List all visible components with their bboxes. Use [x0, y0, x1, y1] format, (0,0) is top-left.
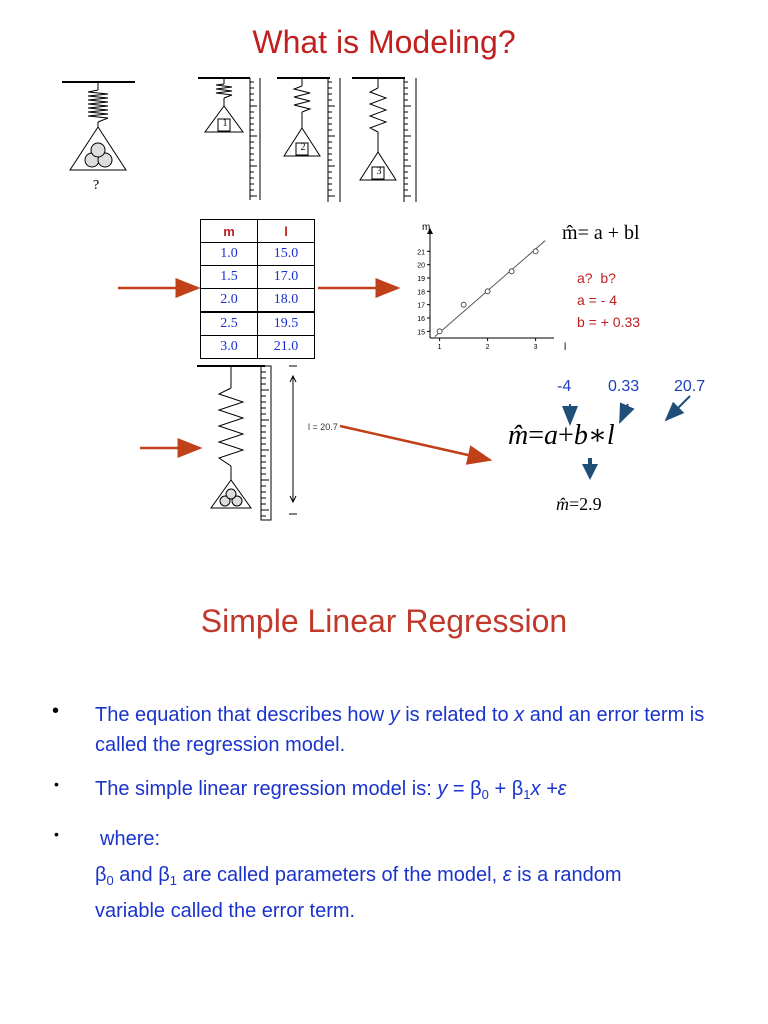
bullet-text-3-where: where: [100, 828, 161, 850]
coef-label-l: 20.7 [674, 378, 706, 395]
y-tick-label: 21 [417, 249, 425, 257]
pf-a: a [544, 420, 559, 451]
y-tick-label: 16 [417, 316, 425, 323]
arrow-coef-b [620, 404, 628, 422]
bullet-3 [0, 824, 768, 924]
bullet-dot: • [52, 700, 60, 722]
fit-line [435, 241, 545, 337]
spring-measure-diagram [195, 362, 315, 522]
pf-times: ∗ [587, 420, 607, 451]
y-tick-label: 19 [417, 276, 425, 283]
table-cell: 21.0 [258, 336, 315, 359]
x-tick-label: 2 [485, 344, 490, 351]
table-cell: 19.5 [258, 312, 315, 336]
y-tick-label: 17 [417, 302, 425, 310]
bullet-text-1: The equation that describes how y is related to x and an error term is called the regression model. [95, 704, 705, 756]
table-cell: 18.0 [258, 289, 315, 313]
data-point [485, 289, 490, 294]
coef-label-b: 0.33 [608, 378, 640, 395]
page-title: What is Modeling? [252, 24, 516, 60]
coef-a: a = - 4 [577, 292, 618, 308]
scatter-chart [400, 222, 567, 362]
y-tick-label: 20 [417, 262, 425, 270]
y-tick-label: 18 [417, 289, 425, 297]
result-m: m̂ [556, 494, 569, 514]
table-cell: 1.0 [201, 243, 258, 266]
bullet-dot: • [54, 826, 59, 842]
table-cell: 2.0 [201, 289, 258, 313]
section-title: Simple Linear Regression [200, 603, 568, 639]
coef-question: a? b? [577, 270, 616, 286]
bullet-text-3-body: $\beta_0$ and $\beta_1$ are called parameters of the model, ε is a random variable called the error term. [95, 864, 622, 922]
bullet-1 [0, 700, 768, 762]
weight-label-1: 1 [222, 118, 228, 129]
result-value: =2.9 [569, 494, 602, 514]
table-cell: 15.0 [258, 243, 315, 266]
x-axis-label: l [564, 342, 567, 353]
model-formula [562, 222, 640, 245]
y-axis-label: m [422, 222, 431, 233]
pf-eq: = [528, 420, 545, 451]
weight-label-3: 3 [376, 166, 382, 177]
pf-b: b [573, 420, 588, 451]
arrow-coef-l [666, 396, 690, 420]
data-point [461, 302, 466, 307]
bullet-dot: • [54, 776, 59, 792]
coef-b: b = + 0.33 [577, 314, 641, 330]
y-tick-label: 15 [417, 329, 425, 337]
length-label: l = 20.7 [308, 422, 338, 432]
pf-m: m̂ [508, 420, 529, 451]
table-cell: 17.0 [258, 266, 315, 289]
data-point [533, 249, 538, 254]
data-point [509, 269, 514, 274]
coef-label-a: -4 [557, 378, 572, 395]
column-header-l: l [258, 220, 315, 243]
formula-m-hat: m̂ [562, 222, 578, 244]
column-header-m: m [201, 220, 258, 243]
table-cell: 1.5 [201, 266, 258, 289]
table-cell: 2.5 [201, 312, 258, 336]
weight-label-2: 2 [300, 142, 306, 153]
prediction-formula [508, 418, 615, 452]
pf-l: l [606, 420, 615, 451]
bullet-text-2: The simple linear regression model is: $y = \beta_0 + \beta_1x +\varepsilon$ [95, 778, 567, 802]
pf-plus: + [558, 420, 574, 451]
data-point [437, 329, 442, 334]
formula-rest: = a + bl [577, 222, 640, 244]
table-cell: 3.0 [201, 336, 258, 359]
x-tick-label: 1 [437, 344, 442, 351]
unknown-mass-label: ? [93, 178, 100, 193]
bullet-2 [0, 774, 768, 806]
arrow-to-formula [340, 426, 490, 460]
x-tick-label: 3 [533, 344, 538, 351]
result-formula [556, 494, 602, 515]
